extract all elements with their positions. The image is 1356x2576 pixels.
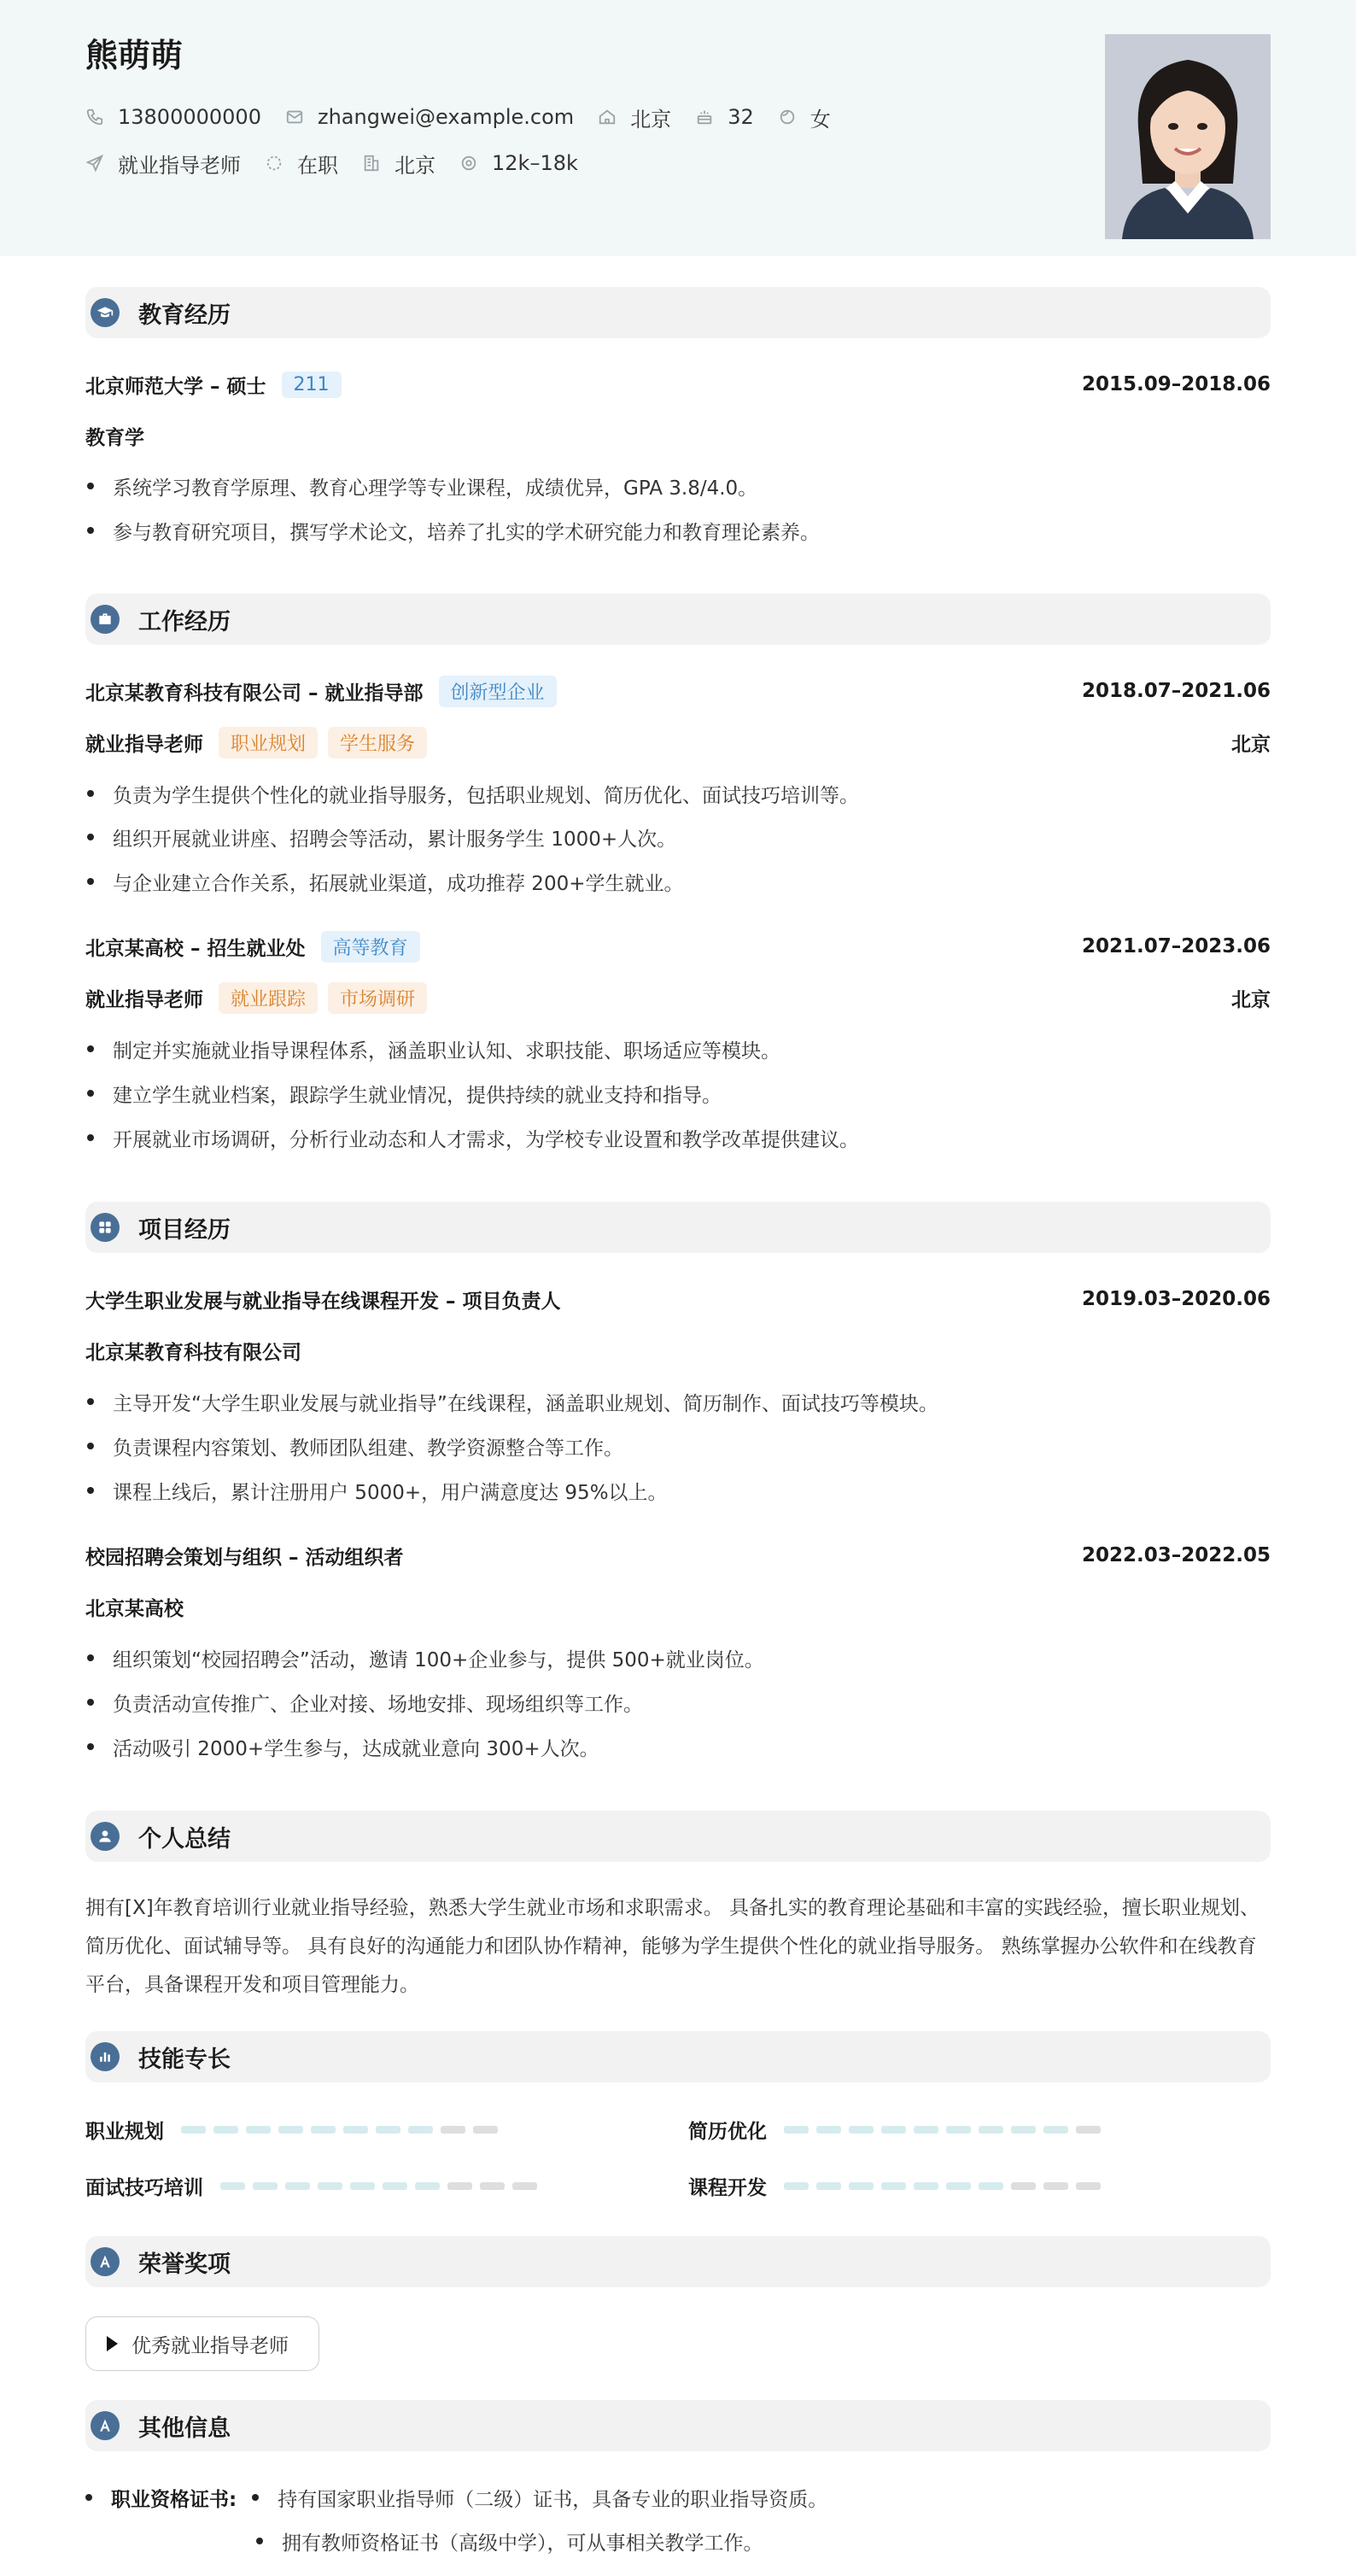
list-item: 负责课程内容策划、教师团队组建、教学资源整合等工作。 [85,1429,1271,1463]
skill-level-segment [1076,2126,1101,2134]
home-icon [598,108,617,126]
coin-icon [459,154,478,173]
job-intent-row [85,146,602,180]
mail-icon [285,108,304,126]
skill-level-segment [318,2182,342,2190]
skill-level-segment [383,2182,407,2190]
school-tag: 211 [282,372,342,398]
skill-tag: 市场调研 [328,982,427,1014]
skill-level-segment [1011,2126,1036,2134]
status-text: 在职 [297,153,338,178]
education-row [85,367,1271,401]
company-tag: 高等教育 [321,931,420,963]
skill-level-segment [311,2126,336,2134]
major-row [85,419,1271,453]
list-item: 课程上线后，累计注册用户 5000+，用户满意度达 95%以上。 [85,1473,1271,1508]
skill-level-segment [784,2126,809,2134]
project-name: 校园招聘会策划与组织 – 活动组织者 [85,1546,404,1569]
certificate-label: 职业资格证书: [111,2488,237,2511]
building-icon [362,154,381,173]
skill-level-segment [447,2182,472,2190]
graduation-cap-icon [91,298,120,327]
skill-level-segment [979,2182,1003,2190]
company-tag: 创新型企业 [439,676,557,707]
skill-level-segment [181,2126,206,2134]
skill-level-segment [979,2126,1003,2134]
skill-tag: 学生服务 [328,727,427,758]
location-text: 北京 [630,107,672,132]
section-title: 荣誉奖项 [138,2251,231,2278]
project-row [85,1538,1271,1572]
section-title: 工作经历 [138,608,231,635]
skill-name: 职业规划 [85,2120,164,2143]
list-item: 建立学生就业档案，跟踪学生就业情况，提供持续的就业支持和指导。 [85,1076,1271,1110]
phone-item [85,105,261,129]
award-icon [91,2247,120,2276]
skill-name: 简历优化 [688,2120,767,2143]
other-section-header [85,2400,1271,2451]
project-org-row [85,1333,1271,1367]
section-title: 教育经历 [138,302,231,329]
role-name: 就业指导老师 [85,733,203,756]
contact-row [85,100,855,134]
project-org: 北京某教育科技有限公司 [85,1341,301,1364]
certificate-row [256,2524,763,2558]
skill-level-segment [946,2182,971,2190]
company-name: 北京某高校 – 招生就业处 [85,937,306,960]
skill-level-segment [253,2182,278,2190]
send-icon [85,154,104,173]
skill-level-segment [914,2126,938,2134]
skill-item [688,2169,1108,2203]
cake-icon [695,108,714,126]
skill-level-segment [220,2182,245,2190]
skill-level-segment [1076,2182,1101,2190]
status-item [265,149,338,179]
grid-icon [91,1213,120,1242]
gender-item [778,102,831,132]
gender-text: 女 [810,107,831,132]
target-city-text: 北京 [395,153,435,178]
skill-level-segment [343,2126,368,2134]
skill-name: 课程开发 [688,2176,767,2199]
candidate-name: 熊萌萌 [85,37,184,74]
project-date: 2022.03–2022.05 [1081,1544,1271,1566]
job-title-item [85,149,241,179]
salary-item [459,151,578,175]
skill-level-segment [376,2126,400,2134]
skill-item [688,2112,1108,2146]
age-text: 32 [728,105,754,129]
skill-tag: 职业规划 [219,727,318,758]
bullet-dot [252,2494,259,2501]
bullet-dot [256,2538,263,2544]
location-item [598,102,671,132]
skill-level-segment [881,2126,906,2134]
list-item: 制定并实施就业指导课程体系，涵盖职业认知、求职技能、职场适应等模块。 [85,1032,1271,1066]
skill-level-bar [181,2126,506,2134]
role-row [85,981,1271,1015]
skill-level-segment [849,2182,874,2190]
section-title: 个人总结 [138,1825,231,1853]
list-item: 活动吸引 2000+学生参与，达成就业意向 300+人次。 [85,1730,1271,1764]
skill-level-segment [784,2182,809,2190]
skill-level-segment [285,2182,310,2190]
skill-level-segment [849,2126,874,2134]
school-name: 北京师范大学 – 硕士 [85,375,266,398]
job-city: 北京 [1231,988,1271,1011]
section-title: 技能专长 [138,2046,231,2073]
awards-section-header [85,2236,1271,2287]
skill-level-segment [278,2126,303,2134]
list-item: 开展就业市场调研，分析行业动态和人才需求，为学校专业设置和教学改革提供建议。 [85,1121,1271,1155]
project-org-row [85,1590,1271,1624]
info-icon [91,2411,120,2440]
certificate-text: 拥有教师资格证书（高级中学），可从事相关教学工作。 [282,2532,763,2555]
briefcase-icon [91,605,120,634]
job-date: 2021.07–2023.06 [1081,935,1271,957]
project-org: 北京某高校 [85,1597,184,1620]
skill-level-segment [246,2126,271,2134]
certificate-row [85,2480,827,2515]
skill-level-segment [1043,2182,1068,2190]
job-date: 2018.07–2021.06 [1081,680,1271,702]
job-row [85,929,1271,963]
gender-icon [778,108,797,126]
skill-level-segment [816,2126,841,2134]
salary-text: 12k–18k [492,151,578,175]
profile-photo [1105,34,1271,239]
skill-item [85,2112,506,2146]
skill-level-bar [220,2182,545,2190]
projects-section-header [85,1202,1271,1253]
user-icon [91,1822,120,1851]
award-text: 优秀就业指导老师 [132,2334,289,2357]
skill-tag: 就业跟踪 [219,982,318,1014]
bar-chart-icon [91,2042,120,2071]
skill-level-bar [784,2182,1108,2190]
age-item [695,105,754,129]
summary-section-header [85,1811,1271,1862]
email-item [285,105,574,129]
summary-text: 拥有[X]年教育培训行业就业指导经验，熟悉大学生就业市场和求职需求。 具备扎实的教育理论基础和丰富的实践经验，擅长职业规划、简历优化、面试辅导等。 具有良好的沟通能力和团队协作精神，能够为学生提供个性化的就业指导服务。 熟练掌握办公软件和在线教育平台，具备课程开发和项目管理能力。 [85,1897,1260,1996]
status-icon [265,154,283,173]
list-item: 参与教育研究项目，撰写学术论文，培养了扎实的学术研究能力和教育理论素养。 [85,513,1271,547]
project-name: 大学生职业发展与就业指导在线课程开发 – 项目负责人 [85,1290,561,1313]
list-item: 组织策划“校园招聘会”活动，邀请 100+企业参与，提供 500+就业岗位。 [85,1641,1271,1675]
education-section-header [85,287,1271,338]
skill-level-segment [408,2126,433,2134]
skill-level-segment [1043,2126,1068,2134]
role-name: 就业指导老师 [85,988,203,1011]
list-item: 负责活动宣传推广、企业对接、场地安排、现场组织等工作。 [85,1685,1271,1719]
list-item: 负责为学生提供个性化的就业指导服务，包括职业规划、简历优化、面试技巧培训等。 [85,776,1271,811]
skill-level-segment [473,2126,498,2134]
phone-text: 13800000000 [118,105,261,129]
job-title-text: 就业指导老师 [118,153,241,178]
skill-level-segment [350,2182,375,2190]
target-city-item [362,149,435,179]
work-section-header [85,594,1271,645]
skill-level-segment [213,2126,238,2134]
major-name: 教育学 [85,426,144,449]
job-city: 北京 [1231,733,1271,756]
project-date: 2019.03–2020.06 [1081,1288,1271,1310]
skill-level-segment [441,2126,465,2134]
skill-level-segment [480,2182,505,2190]
education-date: 2015.09–2018.06 [1081,373,1271,395]
phone-icon [85,108,104,126]
role-row [85,725,1271,759]
skill-level-bar [784,2126,1108,2134]
list-item: 组织开展就业讲座、招聘会等活动，累计服务学生 1000+人次。 [85,820,1271,854]
award-item [85,2316,319,2371]
list-item: 系统学习教育学原理、教育心理学等专业课程，成绩优异，GPA 3.8/4.0。 [85,469,1271,503]
job-row [85,674,1271,708]
skill-level-segment [1011,2182,1036,2190]
bullet-dot [85,2494,92,2501]
skill-level-segment [946,2126,971,2134]
list-item: 主导开发“大学生职业发展与就业指导”在线课程，涵盖职业规划、简历制作、面试技巧等模块。 [85,1385,1271,1419]
email-text: zhangwei@example.com [317,105,575,129]
section-title: 项目经历 [138,1216,231,1244]
resume-header [0,0,1356,256]
list-item: 与企业建立合作关系，拓展就业渠道，成功推荐 200+学生就业。 [85,864,1271,899]
project-row [85,1282,1271,1316]
company-name: 北京某教育科技有限公司 – 就业指导部 [85,682,424,705]
certificate-text: 持有国家职业指导师（二级）证书，具备专业的职业指导资质。 [278,2488,828,2511]
skill-level-segment [415,2182,440,2190]
section-title: 其他信息 [138,2415,231,2442]
skill-level-segment [881,2182,906,2190]
skill-level-segment [512,2182,537,2190]
skill-item [85,2169,545,2203]
skill-name: 面试技巧培训 [85,2176,203,2199]
skills-section-header [85,2031,1271,2082]
skill-level-segment [816,2182,841,2190]
play-icon [107,2336,118,2351]
skill-level-segment [914,2182,938,2190]
